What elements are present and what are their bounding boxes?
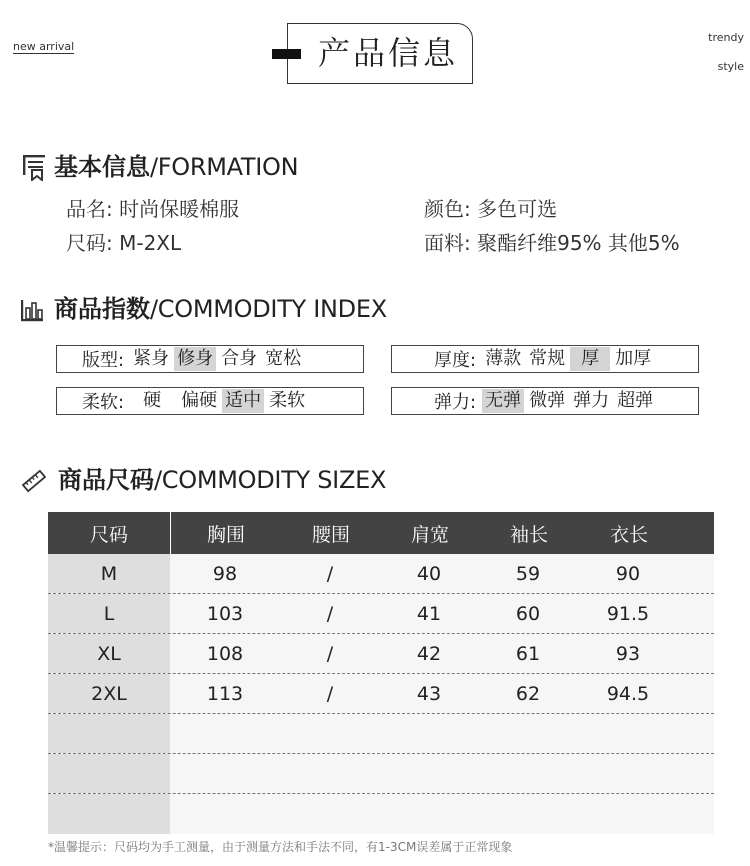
thickness-option: 加厚 (615, 348, 652, 369)
thickness-index-label: 厚度: (434, 350, 477, 371)
thickness-option: 常规 (529, 348, 566, 369)
cell-filler (678, 634, 714, 673)
table-row (48, 554, 714, 594)
elasticity-option: 超弹 (617, 390, 654, 411)
cell-size (48, 714, 170, 753)
elasticity-index-label: 弹力: (434, 392, 477, 413)
basic-info-heading-cn: 基本信息 (54, 153, 150, 181)
elasticity-option: 微弹 (529, 390, 566, 411)
column-header: 肩宽 (410, 523, 449, 546)
cell-length (578, 754, 678, 793)
product-name-label: 品名: (66, 197, 113, 221)
index-heading-cn: 商品指数 (54, 295, 150, 323)
fabric-row (424, 230, 680, 256)
list-ribbon-icon (22, 153, 46, 181)
cell-shoulder: 40 (380, 554, 478, 593)
fit-index-label: 版型: (82, 350, 125, 371)
cell-waist: / (280, 674, 380, 713)
cell-waist (280, 794, 380, 834)
table-row-empty (48, 794, 714, 834)
cell-filler (678, 674, 714, 713)
cell-chest (170, 794, 280, 834)
cell-shoulder (380, 714, 478, 753)
thickness-option: 薄款 (485, 348, 522, 369)
cell-sleeve (478, 754, 578, 793)
softness-index-box (56, 387, 364, 415)
table-row-empty (48, 714, 714, 754)
column-header: 袖长 (509, 523, 548, 546)
cell-shoulder: 41 (380, 594, 478, 633)
cell-chest: 98 (170, 554, 280, 593)
size-heading-cn: 商品尺码 (58, 466, 154, 494)
cell-waist: / (280, 554, 380, 593)
style-tag: style (717, 60, 744, 73)
column-header: 衣长 (609, 523, 648, 546)
size-table (48, 512, 714, 834)
cell-length (578, 714, 678, 753)
color-value: 多色可选 (477, 197, 558, 221)
cell-size: L (48, 594, 170, 633)
softness-option: 偏硬 (181, 390, 218, 411)
cell-filler (678, 754, 714, 793)
cell-filler (678, 714, 714, 753)
cell-waist: / (280, 594, 380, 633)
cell-chest (170, 754, 280, 793)
column-header: 胸围 (170, 512, 281, 554)
trendy-tag: trendy (708, 31, 744, 44)
elasticity-option-selected: 无弹 (482, 389, 524, 413)
cell-length: 94.5 (578, 674, 678, 713)
fit-option: 紧身 (133, 348, 170, 369)
softness-index-label: 柔软: (82, 392, 125, 413)
bar-chart-icon (20, 295, 44, 323)
fit-option: 合身 (221, 348, 258, 369)
color-row (424, 196, 557, 222)
cell-size: XL (48, 634, 170, 673)
size-heading-en: /COMMODITY SIZEX (154, 466, 387, 494)
elasticity-index-box (391, 387, 699, 415)
cell-chest: 113 (170, 674, 280, 713)
cell-waist: / (280, 634, 380, 673)
column-header: 尺码 (48, 512, 170, 554)
page-title: 产品信息 (318, 34, 459, 72)
fit-option-selected: 修身 (174, 347, 216, 371)
thickness-option-selected: 厚 (570, 347, 610, 371)
new-arrival-text: new arrival (13, 40, 75, 53)
fit-index-box (56, 345, 364, 373)
cell-sleeve: 61 (478, 634, 578, 673)
cell-waist (280, 714, 380, 753)
cell-shoulder: 42 (380, 634, 478, 673)
cell-size (48, 754, 170, 793)
cell-sleeve (478, 794, 578, 834)
softness-option-selected: 适中 (222, 389, 264, 413)
cell-size: 2XL (48, 674, 170, 713)
size-range-value: M-2XL (119, 231, 182, 255)
column-header: 腰围 (311, 523, 350, 546)
basic-info-heading (54, 152, 298, 182)
new-arrival-tag (13, 40, 74, 54)
softness-option: 柔软 (269, 390, 306, 411)
table-row-empty (48, 754, 714, 794)
measurement-note: *温馨提示：尺码均为手工测量，由于测量方法和手法不同，有1-3CM误差属于正常现象 (48, 840, 513, 854)
column-header-filler (679, 512, 714, 554)
basic-info-heading-en: /FORMATION (150, 153, 299, 181)
cell-shoulder: 43 (380, 674, 478, 713)
cell-filler (678, 554, 714, 593)
cell-filler (678, 794, 714, 834)
thickness-index-box (391, 345, 699, 373)
fabric-label: 面料: (424, 231, 471, 255)
size-heading (58, 465, 386, 495)
cell-size (48, 794, 170, 834)
cell-filler (678, 594, 714, 633)
cell-length: 91.5 (578, 594, 678, 633)
table-header (48, 512, 714, 554)
cell-chest: 103 (170, 594, 280, 633)
cell-sleeve: 60 (478, 594, 578, 633)
color-label: 颜色: (424, 197, 471, 221)
cell-chest: 108 (170, 634, 280, 673)
cell-sleeve: 59 (478, 554, 578, 593)
cell-length: 93 (578, 634, 678, 673)
size-range-label: 尺码: (66, 231, 113, 255)
title-accent-bar (272, 49, 301, 59)
cell-sleeve (478, 714, 578, 753)
cell-shoulder (380, 754, 478, 793)
cell-sleeve: 62 (478, 674, 578, 713)
cell-chest (170, 714, 280, 753)
cell-length (578, 794, 678, 834)
cell-waist (280, 754, 380, 793)
table-row (48, 674, 714, 714)
index-heading (54, 294, 387, 324)
size-range-row (66, 230, 181, 256)
cell-size: M (48, 554, 170, 593)
cell-shoulder (380, 794, 478, 834)
softness-option: 硬 (143, 390, 162, 411)
product-name-row (66, 196, 239, 222)
elasticity-option: 弹力 (573, 390, 610, 411)
ruler-icon (22, 467, 46, 495)
index-heading-en: /COMMODITY INDEX (150, 295, 387, 323)
fabric-value: 聚酯纤维95% 其他5% (477, 231, 680, 255)
cell-length: 90 (578, 554, 678, 593)
product-name-value: 时尚保暖棉服 (119, 197, 240, 221)
fit-option: 宽松 (265, 348, 302, 369)
table-row (48, 634, 714, 674)
table-row (48, 594, 714, 634)
